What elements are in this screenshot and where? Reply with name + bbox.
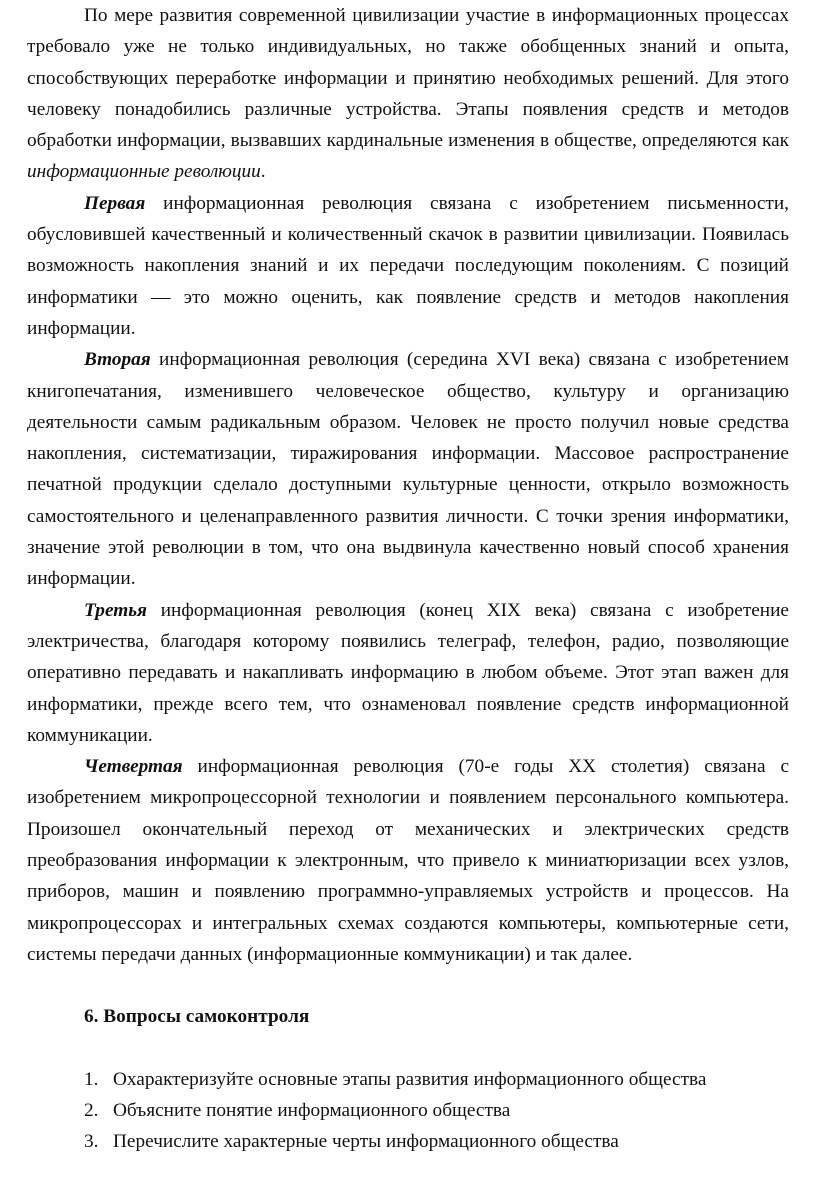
revolution-text-1: информационная революция связана с изобретением письменности, обусловившей качественный и количественный скачок в развитии цивилизации. Появилась возможность накопления знаний и их передачи последующим поколениям. С позиций информатики — это можно оценить, как появление средств и методов накопления информации. <box>27 192 789 339</box>
question-number: 2. <box>84 1099 99 1121</box>
question-text: Объясните понятие информационного общества <box>113 1099 511 1121</box>
question-text: Перечислите характерные черты информационного общества <box>113 1131 619 1153</box>
question-number: 3. <box>84 1131 99 1153</box>
list-item <box>27 1064 789 1095</box>
intro-paragraph <box>27 0 789 188</box>
section-heading: 6. Вопросы самоконтроля <box>84 1006 310 1028</box>
intro-text: По мере развития современной цивилизации участие в информационных процессах требовало уже не только индивидуальных, но также обобщенных знаний и опыта, способствующих переработке информации и принятию необходимых решений. Для этого человеку понадобились различные устройства. Этапы появления средств и методов обработки информации, вызвавших кардинальные изменения в обществе, определяются как <box>27 5 789 152</box>
revolution-lead-3: Третья <box>84 599 147 621</box>
revolution-lead-2: Вторая <box>84 349 151 371</box>
list-item <box>27 1095 789 1126</box>
questions-list <box>27 1064 789 1158</box>
revolution-lead-1: Первая <box>84 192 146 214</box>
revolution-paragraph-3 <box>27 595 789 751</box>
question-text: Охарактеризуйте основные этапы развития информационного общества <box>113 1068 707 1090</box>
revolution-paragraph-1 <box>27 188 789 344</box>
document-page <box>27 0 789 1157</box>
intro-text-end: . <box>260 161 266 183</box>
list-item <box>27 1126 789 1157</box>
revolution-text-4: информационная революция (70-е годы XX столетия) связана с изобретением микропроцессорной технологии и появлением персонального компьютера. Произошел окончательный переход от механических и электрических средств преобразования информации к электронным, что привело к миниатюризации всех узлов, приборов, машин и появлению программно-управляемых устройств и процессов. На микропроцессорах и интегральных схемах создаются компьютеры, компьютерные сети, системы передачи данных (информационные коммуникации) и так далее. <box>27 756 789 965</box>
revolution-text-2: информационная революция (середина XVI века) связана с изобретением книгопечатания, изменившего человеческое общество, культуру и организацию деятельности самым радикальным образом. Человек не просто получил новые средства накопления, систематизации, тиражирования информации. Массовое распространение печатной продукции сделало доступными культурные ценности, открыло возможность самостоятельного и целенаправленного развития личности. С точки зрения информатики, значение этой революции в том, что она выдвинула качественно новый способ хранения информации. <box>27 349 789 590</box>
revolution-paragraph-4 <box>27 751 789 970</box>
intro-term: информационные революции <box>27 161 261 183</box>
revolution-text-3: информационная революция (конец XIX века) связана с изобретение электричества, благодаря которому появились телеграф, телефон, радио, позволяющие оперативно передавать и накапливать информацию в любом объеме. Этот этап важен для информатики, прежде всего тем, что ознаменовал появление средств информационной коммуникации. <box>27 599 789 746</box>
revolution-lead-4: Четвертая <box>84 756 183 778</box>
question-number: 1. <box>84 1068 99 1090</box>
revolution-paragraph-2 <box>27 344 789 594</box>
